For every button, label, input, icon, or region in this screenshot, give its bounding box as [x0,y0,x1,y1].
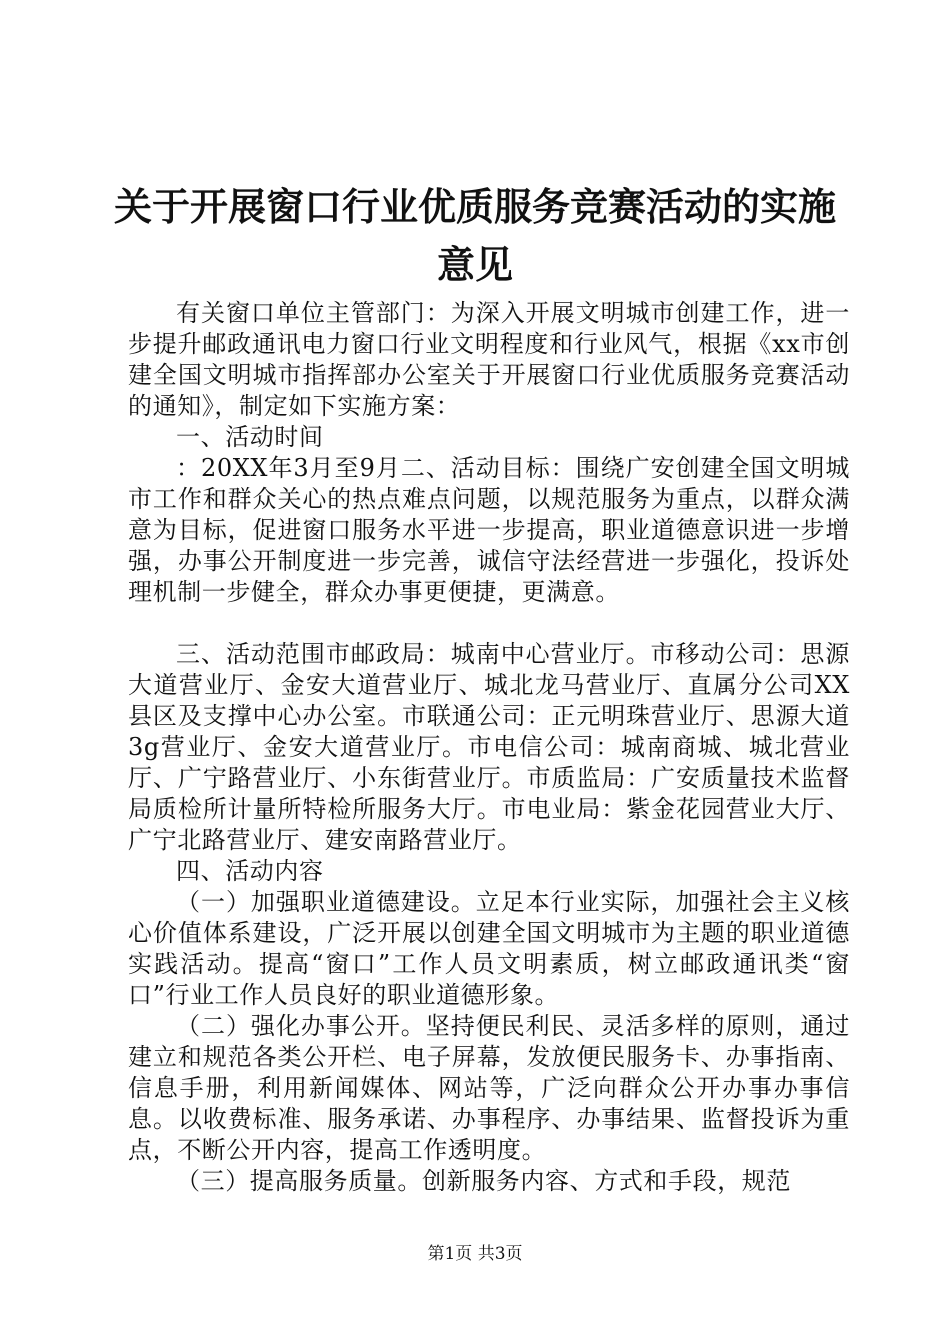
paragraph-intro: 有关窗口单位主管部门：为深入开展文明城市创建工作，进一步提升邮政通讯电力窗口行业文明程度和行业风气，根据《xx市创建全国文明城市指挥部办公室关于开展窗口行业优质服务竞赛活动的通知》，制定如下实施方案： [128,299,850,420]
paragraph-content-2: （二）强化办事公开。坚持便民利民、灵活多样的原则，通过建立和规范各类公开栏、电子屏幕，发放便民服务卡、办事指南、信息手册，利用新闻媒体、网站等，广泛向群众公开办事办事信息。以收费标准、服务承诺、办事程序、办事结果、监督投诉为重点，不断公开内容，提高工作透明度。 [128,1012,850,1164]
paragraph-content-1: （一）加强职业道德建设。立足本行业实际，加强社会主义核心价值体系建设，广泛开展以创建全国文明城市为主题的职业道德实践活动。提高“窗口”工作人员文明素质，树立邮政通讯类“窗口”行业工作人员良好的职业道德形象。 [128,888,850,1009]
paragraph-time-and-goals: ：20XX年3月至9月二、活动目标：围绕广安创建全国文明城市工作和群众关心的热点难点问题，以规范服务为重点，以群众满意为目标，促进窗口服务水平进一步提高，职业道德意识进一步增强，办事公开制度进一步完善，诚信守法经营进一步强化，投诉处理机制一步健全，群众办事更便捷，更满意。 [128,454,850,606]
document-title: 关于开展窗口行业优质服务竞赛活动的实施意见 [113,185,836,287]
heading-activity-content: 四、活动内容 [176,857,324,885]
page-number-footer: 第1页 共3页 [427,1244,523,1264]
paragraph-activity-scope: 三、活动范围市邮政局：城南中心营业厅。市移动公司：思源大道营业厅、金安大道营业厅、城北龙马营业厅、直属分公司XX县区及支撑中心办公室。市联通公司：正元明珠营业厅、思源大道3g营业厅、金安大道营业厅。市电信公司：城南商城、城北营业厅、广宁路营业厅、小东街营业厅。市质监局：广安质量技术监督局质检所计量所特检所服务大厅。市电业局：紫金花园营业大厅、广宁北路营业厅、建安南路营业厅。 [128,640,850,854]
document-body [128,298,850,1197]
heading-activity-time: 一、活动时间 [176,423,324,451]
paragraph-content-3: （三）提高服务质量。创新服务内容、方式和手段，规范 [176,1167,791,1195]
